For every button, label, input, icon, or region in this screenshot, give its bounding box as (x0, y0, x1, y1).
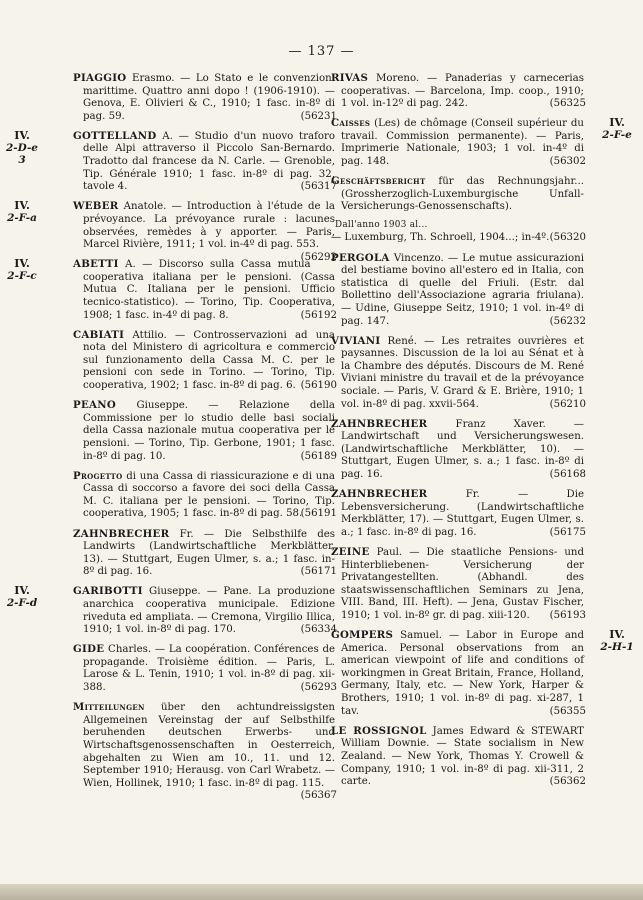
classification-mark-line: IV. (14, 257, 30, 271)
classification-mark-line: 2-F-e (602, 129, 632, 142)
entry-author: GARIBOTTI (73, 585, 143, 598)
entry-author: LE ROSSIGNOL (331, 724, 427, 737)
entry-text: — Les retraites ouvrières et paysannes. Discussion de la loi au Sénat et à la Chambre des députés. Discours de M. René Viviani ministre du travail et de la prévoyance sociale. — Paris, V. Grard & E. Brière, 1910; 1 vol. in-8º di pag. xxvii-564. (341, 335, 584, 410)
entry-text: — Landwirtschaft und Versicherungswesen. (Landwirtschaftliche Merkblätter, 10). — Stuttgart, Eugen Ulmer, s. a.; 1 fasc. in-8º di pag. 16. (341, 418, 584, 481)
entry-number: (56168 (549, 469, 586, 481)
entry-author-given: Attilio. (124, 329, 167, 341)
bibliography-entry (6, 584, 337, 636)
bibliography-entry (73, 528, 335, 579)
entry-author: WEBER (73, 200, 119, 213)
entry-text: — Die Lebensversicherung. (Landwirtschaftliche Merkblätter, 17). — Stuttgart, Eugen Ulmer, s. a.; 1 fasc. in-8º di pag. 16. (341, 489, 584, 538)
entry-author-given: Vincenzo. (389, 252, 444, 264)
entry-number: (56362 (549, 776, 586, 788)
bibliography-entry (331, 488, 584, 539)
classification-mark-line: IV. (14, 128, 30, 142)
classification-mark-line: 2-H-1 (600, 641, 634, 654)
bibliography-entry (331, 628, 634, 718)
entry-author-given: René. (380, 335, 418, 347)
bibliography-entry (331, 418, 584, 482)
entry-author-given: Paul. (369, 547, 403, 558)
entry-author-given: Fr. (427, 489, 480, 501)
entry-number: (56210 (549, 398, 586, 410)
entry-author-given: Giuseppe. (142, 586, 201, 598)
entry-number: (56292 (300, 251, 337, 263)
classification-mark-line: IV. (609, 116, 625, 130)
bibliography-entry (331, 546, 584, 623)
classification-mark (7, 200, 47, 224)
bibliography-entry (331, 335, 584, 412)
entry-author-given: A. (156, 130, 173, 142)
bibliography-entry (331, 116, 632, 168)
entry-text: — Le mutue assicurazioni del bestiame bovino all'estero ed in Italia, con statistica di quelle del Friuli. (Estr. dal Bollettino dell'Associazione agraria friulana). — Udine, Giuseppe Seitz, 1910; 1 vol. in-4º di pag. 147. (341, 252, 584, 327)
entry-text: — Die staatliche Pensions- und Hinterbliebenen- Versicherung der Privatangestellten. (Abhandl. des staatswissenschaftlichen Seminars zu Jena, VIII. Band, III. Heft). — Jena, Gustav Fischer, 1910; 1 vol. in-8º gr. di pag. xiii-120. (341, 547, 584, 621)
entry-author: Caisses (331, 117, 371, 130)
entry-text: — Discorso sulla Cassa mutua cooperativa italiana per le pensioni. (Cassa Mutua C. Italiana per le pensioni. Ufficio tecnico-statistico). — Torino, Tip. Cooperativa, 1908; 1 fasc. in-4º di pag. 8. (83, 259, 335, 321)
bibliography-entry (331, 232, 584, 245)
classification-mark-line: IV. (14, 584, 30, 598)
entry-text: für das Rechnungsjahr... (Grossherzoglich-Luxemburgische Unfall-Versicherungs-Genossenschafts). (341, 176, 584, 213)
bibliography-entry (331, 175, 584, 214)
classification-mark-line: 2-F-c (7, 270, 37, 283)
entry-author: Mitteilungen (73, 701, 145, 714)
entry-text: — La coopération. Conférences de propagande. Troisième édition. — Paris, L. Larose & L. Tenin, 1910; 1 vol. in-8º di pag. xii-388. (83, 644, 335, 694)
bibliography-entry (331, 252, 584, 329)
entry-author-given: Charles. (104, 644, 152, 656)
entry-author-given: A. (118, 259, 136, 271)
entry-number: (56317 (300, 181, 337, 193)
entry-text: — Die Selbsthilfe des Landwirts (Landwirtschaftliche Merkblätter, 13). — Stuttgart, Eugen Ulmer, s. a.; 1 fasc. in-8º di pag. 16. (83, 528, 335, 578)
classification-mark-line: 2-F-a (7, 212, 37, 225)
bibliography-entry (7, 199, 337, 263)
entry-text: (Les) de chômage (Conseil supérieur du travail. Commission permanente). — Paris, Imprimerie Nationale, 1903; 1 vol. in-4º di pag. 148. (341, 118, 584, 168)
entry-author: ZAHNBRECHER (73, 527, 170, 540)
classification-mark (7, 585, 47, 609)
entry-number: (56334 (300, 624, 337, 636)
page-number: — 137 — (288, 44, 355, 59)
entry-number: (56171 (300, 566, 337, 578)
entry-author: GOTTELLAND (73, 129, 157, 142)
entry-author-given: Samuel. (393, 630, 442, 642)
entry-author: VIVIANI (331, 334, 381, 347)
entry-number: (56302 (549, 156, 586, 168)
entry-text: — Controsservazioni ad una nota del Ministero di agricoltura e commercio sul funzionamento della Cassa M. C. per le pensioni con sede in Torino. — Torino, Tip. cooperativa, 1902; 1 fasc. in-8º di pag. 6. (83, 329, 335, 392)
entry-number: (56232 (549, 315, 586, 327)
entry-author-given: James Edward & STEWART William Downie. (341, 725, 584, 750)
entry-author-given: Giuseppe. (116, 400, 188, 412)
bibliography-entry (73, 470, 335, 521)
classification-mark-line: IV. (609, 628, 625, 642)
entry-text: — Luxemburg, Th. Schroell, 1904...; in-4º. (331, 232, 550, 244)
entry-number: (56320 (549, 232, 586, 244)
entry-author-given: Fr. (169, 528, 194, 540)
entry-number: (56193 (549, 609, 586, 621)
classification-mark-line: 2-D-e (5, 141, 38, 154)
bibliography-entry (331, 725, 584, 789)
bibliography-entry (331, 72, 584, 111)
entry-author: ABETTI (73, 258, 119, 271)
entry-text: — Lo Stato e le convenzioni marittime. Quattro anni dopo ! (1906-1910). — Genova, E. Olivieri & C., 1910; 1 fasc. in-8º di pag. 59. (83, 73, 336, 122)
bibliography-entry (73, 72, 335, 123)
entry-author: ZAHNBRECHER (331, 488, 428, 501)
entry-text: über den achtundreissigsten Allgemeinen Vereinstag der auf Selbsthilfe beruhenden deutschen Erwerbs- und Wirtschaftsgenossenschaften in Oesterreich, abgehalten zu Wien am 10., 11. und 12. September 1910; Herausg. von Carl Wrabetz. — Wien, Hollinek, 1910; 1 fasc. in-8º di pag. 115. (83, 702, 335, 789)
entry-author: RIVAS (331, 72, 369, 84)
entry-author: Geschäftsbericht (331, 175, 426, 188)
left-column (5, 72, 337, 803)
entry-author-given: Moreno. (368, 73, 420, 84)
classification-mark (7, 258, 47, 282)
classification-mark (602, 117, 642, 141)
entry-author-given: Franz Xaver. (427, 418, 546, 430)
classification-mark (602, 629, 642, 653)
bibliography-entry (73, 399, 335, 463)
entry-number: (56355 (549, 705, 586, 717)
bibliography-entry (5, 128, 337, 194)
entry-text: — Pane. La produzione anarchica cooperativa municipale. Edizione riveduta ed ampliata. — Cremona, Virgilio Illica, 1910; 1 vol. in-8º di pag. 170. (83, 586, 335, 636)
entry-text: — State socialism in New Zealand. — New York, Thomas Y. Crowell & Company, 1910; 1 vol. in-8º di pag. xii-311, 2 carte. (341, 738, 585, 788)
entry-author: CABIATI (73, 328, 125, 341)
entry-author: GIDE (73, 643, 105, 656)
entry-text: di una Cassa di riassicurazione e di una Cassa di soccorso a favore dei soci della Cassa M. C. italiana per le pensioni. — Torino, Tip. cooperativa, 1905; 1 fasc. in-8º di pag. 58. (83, 470, 335, 520)
entry-author: Progetto (73, 469, 123, 482)
entry-number: (56190 (300, 380, 337, 392)
entry-author: PERGOLA (331, 251, 390, 264)
entry-number: (56367 (300, 790, 337, 802)
classification-mark-line: IV. (14, 199, 30, 213)
entry-number: (56231 (300, 110, 337, 122)
entry-author: ZAHNBRECHER (331, 417, 428, 430)
entry-author-given: Erasmo. (126, 73, 175, 84)
classification-mark (7, 130, 47, 166)
entry-number: (56191 (300, 508, 337, 520)
entry-author: ZEINE (331, 546, 370, 558)
bibliography-entry (73, 701, 337, 802)
bibliography-entry (73, 329, 335, 393)
right-column (331, 72, 634, 795)
classification-mark-line: 3 (18, 153, 26, 166)
entry-text: — Relazione della Commissione per lo studio delle basi sociali della Cassa nazionale mutua cooperativa per le pensioni. — Torino, Tip. Gerbone, 1901; 1 fasc. in-8º di pag. 10. (83, 400, 335, 462)
page-bottom-edge (0, 884, 643, 900)
entry-number: (56293 (300, 682, 337, 694)
entry-number: (56192 (300, 309, 337, 321)
entry-author: PEANO (73, 399, 117, 412)
entry-author: PIAGGIO (73, 72, 127, 84)
entry-number: (56325 (549, 98, 586, 110)
entry-number: (56175 (549, 526, 586, 538)
entry-text: — Introduction à l'étude de la prévoyance. La prévoyance rurale : lacunes observées, remèdes à y apporter. — Paris, Marcel Rivière, 1911; 1 vol. in-4º di pag. 553. (83, 201, 336, 251)
entry-number: (56189 (300, 450, 337, 462)
entry-text: — Labor in Europe and America. Personal observations from an american viewpoint of life and conditions of workingmen in Great Britain, France, Holland, Germany, Italy, etc. — New York, Harper & Brothers, 1910; 1 vol. in-8º di pag. xi-287, 1 tav. (341, 630, 584, 717)
entry-author-given: Anatole. (118, 201, 167, 213)
entry-author: GOMPERS (331, 629, 394, 642)
entry-text: — Panaderias y carnecerias cooperativas. — Barcelona, Imp. coop., 1910; 1 vol. in-12º di pag. 242. (341, 73, 584, 110)
entry-text: — Studio d'un nuovo traforo delle Alpi attraverso il Piccolo San-Bernardo. Tradotto dal francese da N. Carle. — Grenoble, Tip. Générale 1910; 1 fasc. in-8º di pag. 32, tavole 4. (83, 130, 335, 193)
bibliography-entry (73, 643, 335, 694)
bibliography-note: Dall'anno 1903 al... (335, 220, 428, 231)
classification-mark-line: 2-F-d (6, 597, 38, 610)
